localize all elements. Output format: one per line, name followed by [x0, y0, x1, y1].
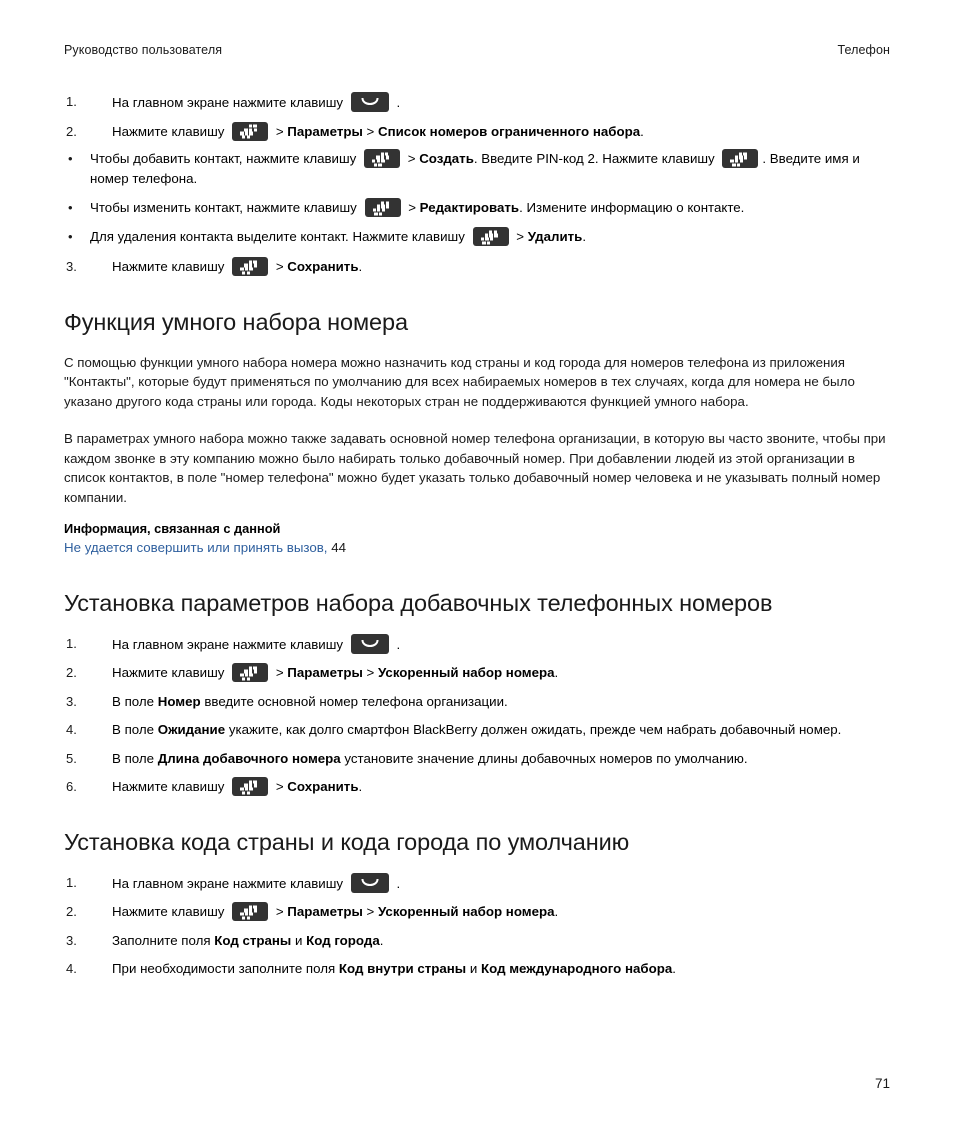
step-text: При необходимости заполните поля [112, 961, 336, 977]
step-number: 2. [66, 123, 77, 139]
send-key-icon [351, 873, 389, 893]
blackberry-menu-key-icon [232, 777, 268, 796]
field-label: Ожидание [157, 722, 226, 738]
step-number: 5. [66, 750, 77, 766]
page-content [64, 92, 890, 979]
blackberry-menu-key-icon [232, 257, 268, 276]
list-item [64, 749, 890, 769]
menu-label: Сохранить [287, 259, 359, 274]
menu-label-2: Ускоренный набор номера [377, 665, 555, 681]
bullet-separator: > [407, 151, 416, 166]
step-separator-2: > [366, 904, 375, 920]
list-item [64, 959, 890, 979]
field-label: Длина добавочного номера [157, 750, 341, 766]
blackberry-menu-key-icon [473, 227, 509, 246]
step-text: Заполните поля [112, 932, 211, 948]
step-text-tail: . [554, 665, 559, 681]
page-number: 71 [874, 1076, 890, 1091]
section-heading-smart-dialing: Функция умного набора номера [64, 308, 408, 335]
blackberry-menu-key-icon [232, 663, 268, 682]
bullet-marker: • [68, 200, 73, 215]
country-code-steps [64, 873, 890, 979]
step-separator: > [275, 259, 284, 274]
paragraph-smart-dialing-2: В параметрах умного набора можно также задавать основной номер телефона организации, в которую вы часто звоните, чтобы при каждом звонке в эту компанию можно было набирать только добавочный номер. При добавлении людей из этой организации в список контактов, в поле "номер телефона" можно будет указать только добавочный номер человека и не указывать полный номер компании. [64, 431, 886, 506]
bullet-marker: • [68, 229, 73, 244]
field-label: Код внутри страны [338, 961, 467, 977]
step-text: В поле [112, 722, 155, 738]
running-head-left: Руководство пользователя [64, 43, 223, 57]
fixed-dialing-steps-cont [64, 257, 890, 277]
step-text-mid: и [294, 932, 303, 948]
step-number: 1. [66, 94, 77, 109]
section-heading-extension-dialing: Установка параметров набора добавочных телефонных номеров [64, 589, 773, 616]
step-text-tail: . [396, 636, 401, 652]
menu-label-2: Список номеров ограниченного набора [377, 123, 641, 139]
extension-dialing-steps [64, 634, 890, 797]
menu-label: Редактировать [419, 200, 520, 215]
bullet-separator: > [516, 229, 525, 244]
step-text-tail: установите значение длины добавочных номеров по умолчанию. [344, 750, 748, 766]
step-text-tail: . [672, 961, 676, 977]
bullet-text-tail: . Измените информацию о контакте. [519, 200, 745, 215]
fixed-dialing-bullets [64, 149, 890, 247]
step-text-tail: . [396, 875, 401, 891]
field-label: Код страны [214, 932, 292, 948]
related-link-page: 44 [331, 539, 347, 555]
step-separator: > [275, 123, 284, 139]
step-text: Нажмите клавишу [112, 259, 225, 274]
step-text-tail: . [358, 259, 363, 274]
blackberry-menu-key-icon [722, 149, 758, 168]
paragraph-smart-dialing-1: С помощью функции умного набора номера можно назначить код страны и код города для номеров телефона из приложения "Контакты", которые будут применяться по умолчанию для всех набираемых номеров в тех случаях, когда для номера не было указано другого кода страны или города. Коды некоторых стран не поддерживаются функцией умного набора. [64, 354, 855, 409]
field-label-2: Код города [306, 932, 380, 948]
step-separator-2: > [366, 665, 375, 681]
step-number: 4. [66, 961, 77, 977]
step-number: 4. [66, 722, 77, 738]
bullet-text-tail: . Введите имя и номер телефона. [90, 151, 860, 186]
step-text-tail: укажите, как долго смартфон BlackBerry должен ожидать, прежде чем набрать добавочный номер. [228, 722, 842, 738]
list-item [64, 92, 890, 113]
step-text-tail: . [554, 904, 559, 920]
step-text-tail: . [396, 95, 401, 110]
send-key-icon [351, 92, 389, 112]
step-number: 1. [66, 635, 77, 651]
step-text-tail: введите основной номер телефона организации. [204, 693, 508, 709]
menu-label: Параметры [287, 904, 363, 920]
field-label-2: Код международного набора [481, 961, 673, 977]
bullet-marker: • [68, 151, 73, 166]
step-text: На главном экране нажмите клавишу [112, 636, 344, 652]
step-separator: > [275, 904, 284, 920]
list-item [64, 663, 890, 683]
bullet-text: Чтобы изменить контакт, нажмите клавишу [90, 200, 357, 215]
list-item [64, 149, 890, 189]
step-text: В поле [112, 693, 155, 709]
step-number: 3. [66, 259, 77, 274]
list-item [64, 692, 890, 712]
bullet-text-mid: . Введите PIN-код 2. Нажмите клавишу [473, 151, 715, 166]
list-item [64, 720, 890, 740]
step-text-tail: . [640, 123, 644, 139]
list-item [64, 634, 890, 655]
step-text: Нажмите клавишу [112, 665, 225, 681]
step-number: 6. [66, 779, 77, 795]
step-separator: > [275, 779, 284, 795]
menu-label: Параметры [287, 665, 363, 681]
related-link-text[interactable]: Не удается совершить или принять вызов, [64, 539, 328, 555]
list-item [64, 198, 890, 218]
step-number: 2. [66, 665, 77, 681]
menu-label: Удалить [527, 229, 583, 244]
menu-label: Сохранить [287, 779, 359, 795]
field-label: Номер [157, 693, 201, 709]
step-number: 3. [66, 693, 77, 709]
step-text-tail: . [358, 779, 363, 795]
list-item [64, 257, 890, 277]
step-text: На главном экране нажмите клавишу [112, 95, 344, 110]
blackberry-menu-key-icon [364, 149, 400, 168]
step-text: В поле [112, 750, 155, 766]
section-heading-country-code: Установка кода страны и кода города по умолчанию [64, 828, 630, 855]
related-info-link[interactable] [64, 538, 890, 558]
blackberry-menu-key-icon [232, 122, 268, 141]
send-key-icon [351, 634, 389, 654]
step-text: На главном экране нажмите клавишу [112, 875, 344, 891]
bullet-text: Чтобы добавить контакт, нажмите клавишу [90, 151, 357, 166]
related-info-heading: Информация, связанная с данной [64, 520, 281, 536]
bullet-separator: > [408, 200, 416, 215]
step-number: 3. [66, 932, 77, 948]
list-item [64, 902, 890, 922]
step-text: Нажмите клавишу [112, 904, 225, 920]
blackberry-menu-key-icon [232, 902, 268, 921]
bullet-text-tail: . [582, 229, 587, 244]
step-text-mid: и [469, 961, 478, 977]
menu-label: Параметры [287, 123, 363, 139]
list-item [64, 122, 890, 142]
list-item [64, 873, 890, 894]
list-item [64, 227, 890, 247]
blackberry-menu-key-icon [365, 198, 401, 217]
step-separator-2: > [366, 123, 375, 139]
menu-label: Создать [419, 151, 474, 166]
step-text-tail: . [379, 932, 384, 948]
fixed-dialing-steps [64, 92, 890, 141]
running-head-right: Телефон [837, 43, 890, 57]
step-text: Нажмите клавишу [112, 779, 225, 795]
step-text: Нажмите клавишу [112, 123, 225, 139]
bullet-text: Для удаления контакта выделите контакт. Нажмите клавишу [90, 229, 465, 244]
menu-label-2: Ускоренный набор номера [377, 904, 555, 920]
step-number: 1. [66, 874, 77, 890]
list-item [64, 931, 890, 951]
step-number: 2. [66, 904, 77, 920]
list-item [64, 777, 890, 797]
step-separator: > [275, 665, 284, 681]
